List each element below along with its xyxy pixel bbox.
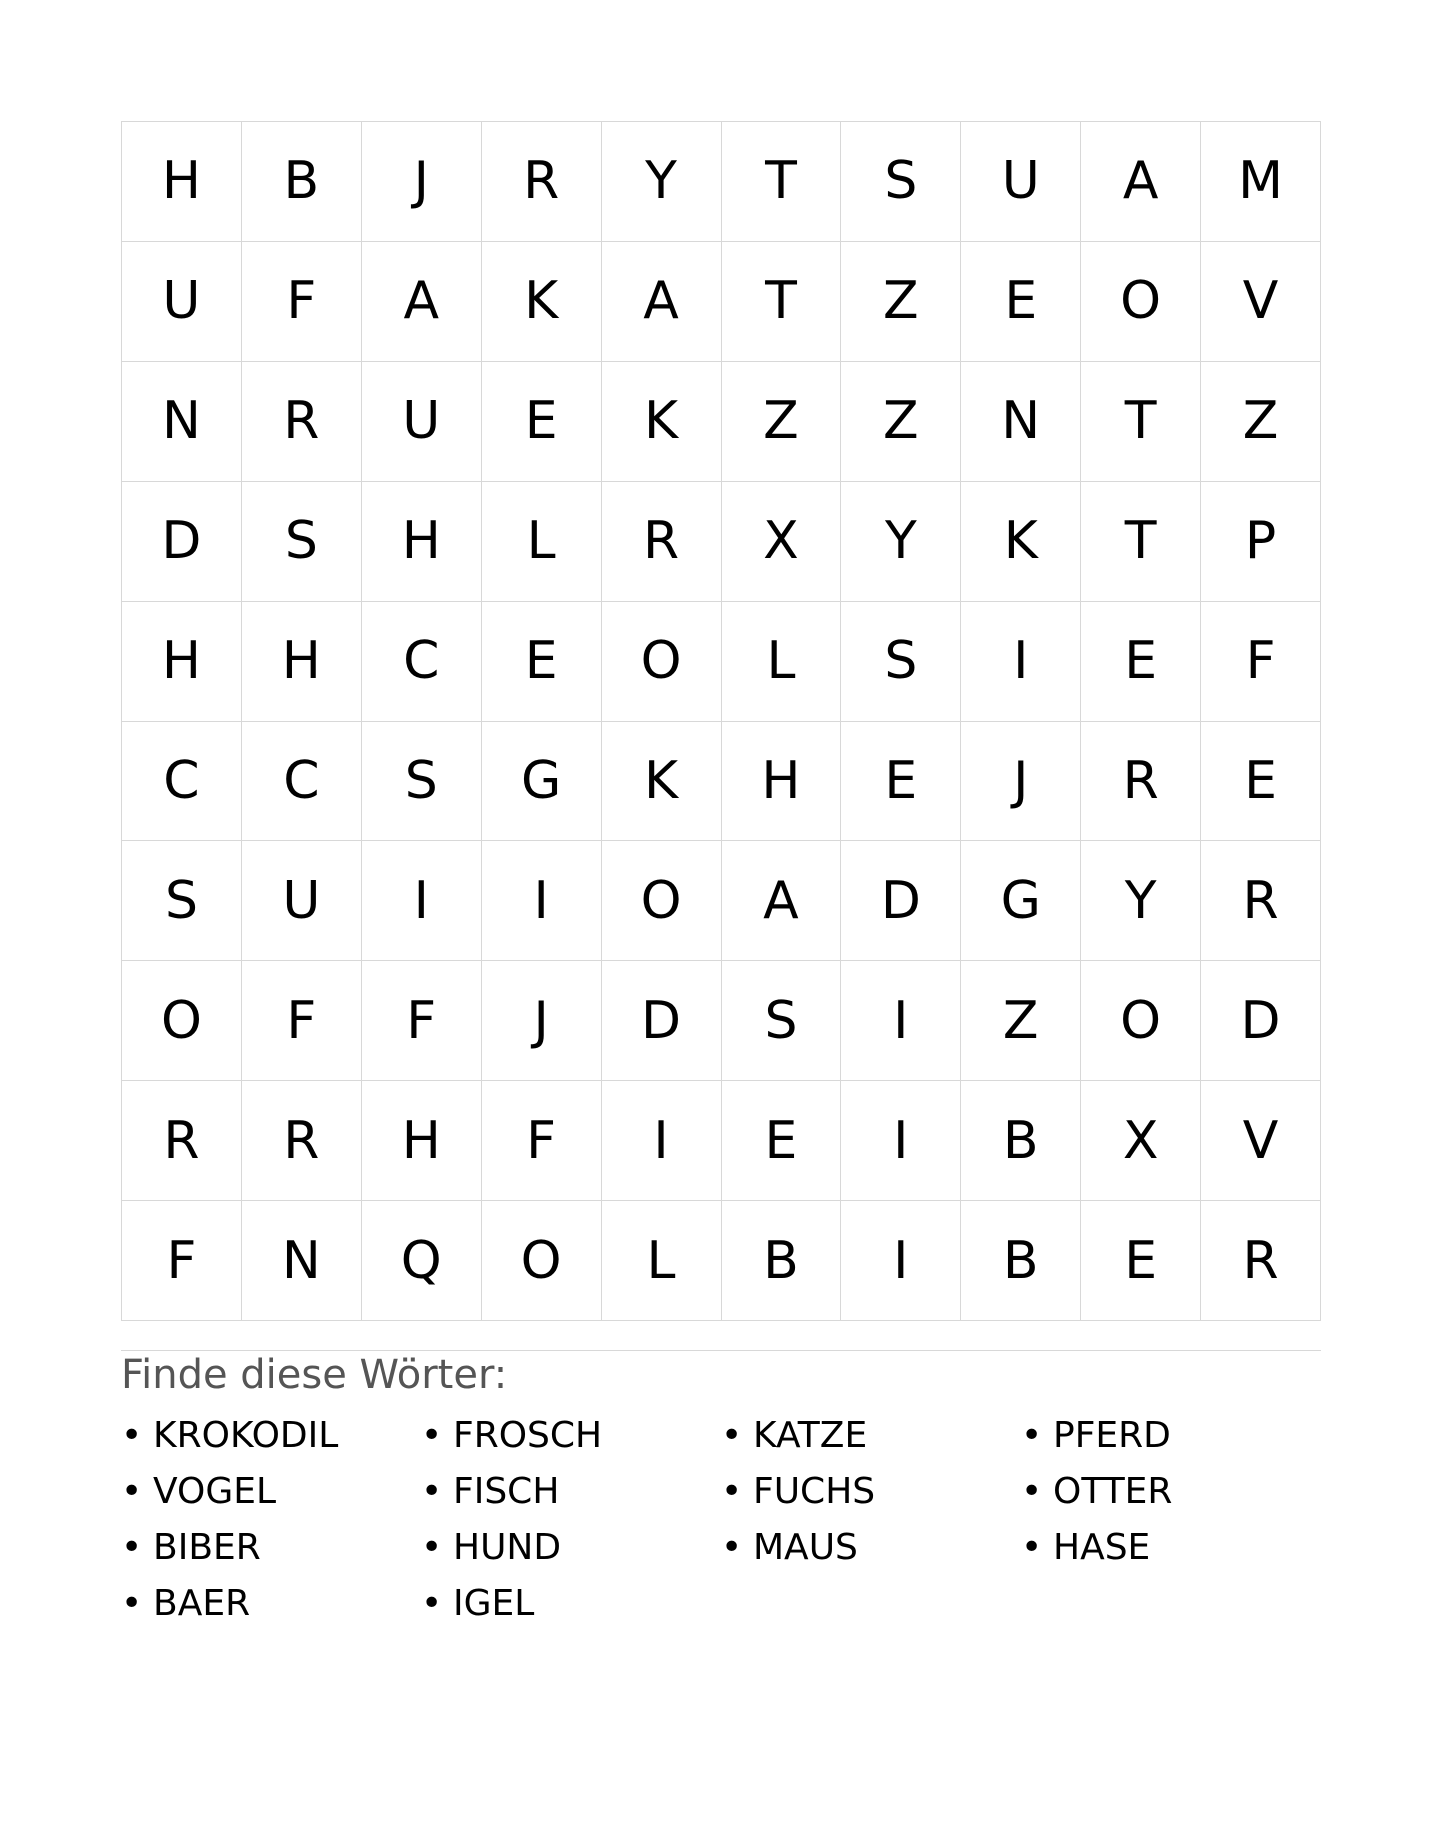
grid-cell[interactable]: S	[362, 722, 482, 842]
grid-cell[interactable]: S	[122, 841, 242, 961]
grid-cell[interactable]: G	[482, 722, 602, 842]
word-list-item	[1021, 1412, 1321, 1468]
word-list-item	[1021, 1524, 1321, 1580]
word-list-item	[121, 1524, 421, 1580]
bullet-icon: •	[1021, 1471, 1043, 1512]
grid-cell[interactable]: A	[362, 242, 482, 362]
grid-cell[interactable]: L	[602, 1201, 722, 1321]
grid-cell[interactable]: G	[961, 841, 1081, 961]
word-text: BIBER	[153, 1527, 261, 1568]
word-list-item	[421, 1412, 721, 1468]
grid-cell[interactable]: R	[1081, 722, 1201, 842]
grid-cell[interactable]: K	[482, 242, 602, 362]
grid-cell[interactable]: Z	[722, 362, 842, 482]
bullet-icon: •	[121, 1527, 143, 1568]
bullet-icon: •	[421, 1471, 443, 1512]
word-text: FISCH	[453, 1471, 560, 1512]
grid-cell[interactable]: F	[1201, 602, 1321, 722]
bullet-icon: •	[721, 1527, 743, 1568]
word-text: KATZE	[753, 1415, 868, 1456]
grid-cell[interactable]: K	[602, 362, 722, 482]
grid-cell[interactable]: R	[482, 122, 602, 242]
grid-cell[interactable]: B	[961, 1081, 1081, 1201]
word-list-item	[721, 1468, 1021, 1524]
grid-cell[interactable]: Z	[841, 242, 961, 362]
grid-cell[interactable]: O	[602, 841, 722, 961]
bullet-icon: •	[121, 1415, 143, 1456]
grid-cell[interactable]: T	[1081, 482, 1201, 602]
word-text: OTTER	[1053, 1471, 1173, 1512]
word-text: KROKODIL	[153, 1415, 339, 1456]
grid-cell[interactable]: R	[242, 362, 362, 482]
grid-cell[interactable]: E	[482, 362, 602, 482]
word-list-item	[421, 1524, 721, 1580]
letter-grid	[121, 121, 1321, 1321]
grid-cell[interactable]: J	[362, 122, 482, 242]
grid-cell[interactable]: E	[1081, 1201, 1201, 1321]
word-text: MAUS	[753, 1527, 858, 1568]
grid-cell[interactable]: F	[482, 1081, 602, 1201]
grid-cell[interactable]: I	[841, 1201, 961, 1321]
grid-cell[interactable]: Q	[362, 1201, 482, 1321]
grid-cell[interactable]: V	[1201, 242, 1321, 362]
grid-cell[interactable]: F	[242, 242, 362, 362]
grid-cell[interactable]: H	[242, 602, 362, 722]
bullet-icon: •	[421, 1527, 443, 1568]
grid-cell[interactable]: H	[362, 482, 482, 602]
grid-cell[interactable]: T	[1081, 362, 1201, 482]
word-text: FUCHS	[753, 1471, 876, 1512]
grid-cell[interactable]: H	[362, 1081, 482, 1201]
grid-cell[interactable]: B	[961, 1201, 1081, 1321]
grid-cell[interactable]: N	[122, 362, 242, 482]
divider	[121, 1350, 1321, 1351]
grid-cell[interactable]: I	[362, 841, 482, 961]
grid-cell[interactable]: Z	[841, 362, 961, 482]
grid-cell[interactable]: K	[602, 722, 722, 842]
grid-cell[interactable]: N	[961, 362, 1081, 482]
grid-cell[interactable]: O	[1081, 242, 1201, 362]
word-text: BAER	[153, 1583, 251, 1624]
grid-cell[interactable]: A	[602, 242, 722, 362]
grid-cell[interactable]: Y	[841, 482, 961, 602]
grid-cell[interactable]: C	[242, 722, 362, 842]
grid-cell[interactable]: S	[722, 961, 842, 1081]
grid-cell[interactable]: U	[362, 362, 482, 482]
grid-cell[interactable]: I	[482, 841, 602, 961]
bullet-icon: •	[421, 1583, 443, 1624]
grid-cell[interactable]: E	[1201, 722, 1321, 842]
grid-cell[interactable]: E	[722, 1081, 842, 1201]
grid-cell[interactable]: X	[722, 482, 842, 602]
grid-cell[interactable]: D	[841, 841, 961, 961]
grid-cell[interactable]: O	[602, 602, 722, 722]
grid-cell[interactable]: H	[122, 602, 242, 722]
grid-cell[interactable]: T	[722, 242, 842, 362]
word-list-item	[721, 1412, 1021, 1468]
grid-cell[interactable]: D	[122, 482, 242, 602]
grid-cell[interactable]: B	[722, 1201, 842, 1321]
grid-cell[interactable]: E	[841, 722, 961, 842]
grid-cell[interactable]: L	[722, 602, 842, 722]
grid-cell[interactable]: F	[362, 961, 482, 1081]
grid-cell[interactable]: T	[722, 122, 842, 242]
bullet-icon: •	[1021, 1527, 1043, 1568]
grid-cell[interactable]: R	[1201, 841, 1321, 961]
grid-cell[interactable]: D	[1201, 961, 1321, 1081]
grid-cell[interactable]: N	[242, 1201, 362, 1321]
grid-cell[interactable]: C	[122, 722, 242, 842]
grid-cell[interactable]: A	[1081, 122, 1201, 242]
bullet-icon: •	[121, 1471, 143, 1512]
grid-cell[interactable]: O	[1081, 961, 1201, 1081]
word-list	[121, 1412, 1321, 1636]
word-list-item	[1021, 1468, 1321, 1524]
word-list-item	[121, 1468, 421, 1524]
grid-cell[interactable]: Y	[602, 122, 722, 242]
grid-cell[interactable]: I	[602, 1081, 722, 1201]
grid-cell[interactable]: L	[482, 482, 602, 602]
grid-cell[interactable]: V	[1201, 1081, 1321, 1201]
grid-cell[interactable]: R	[1201, 1201, 1321, 1321]
grid-cell[interactable]: U	[122, 242, 242, 362]
grid-cell[interactable]: O	[122, 961, 242, 1081]
grid-cell[interactable]: S	[242, 482, 362, 602]
word-list-item	[421, 1580, 721, 1636]
word-list-item	[721, 1524, 1021, 1580]
word-list-item	[121, 1580, 421, 1636]
grid-cell[interactable]: I	[841, 961, 961, 1081]
grid-cell[interactable]: R	[242, 1081, 362, 1201]
bullet-icon: •	[721, 1415, 743, 1456]
grid-cell[interactable]: B	[242, 122, 362, 242]
grid-cell[interactable]: Z	[1201, 362, 1321, 482]
grid-cell[interactable]: M	[1201, 122, 1321, 242]
word-list-heading: Finde diese Wörter:	[121, 1352, 508, 1398]
grid-cell[interactable]: S	[841, 122, 961, 242]
word-text: HASE	[1053, 1527, 1151, 1568]
grid-cell[interactable]: C	[362, 602, 482, 722]
bullet-icon: •	[121, 1583, 143, 1624]
grid-cell[interactable]: I	[961, 602, 1081, 722]
word-list-item	[121, 1412, 421, 1468]
grid-cell[interactable]: D	[602, 961, 722, 1081]
grid-cell[interactable]: R	[602, 482, 722, 602]
grid-cell[interactable]: I	[841, 1081, 961, 1201]
word-list-item	[421, 1468, 721, 1524]
grid-cell[interactable]: Y	[1081, 841, 1201, 961]
grid-cell[interactable]: S	[841, 602, 961, 722]
word-text: HUND	[453, 1527, 562, 1568]
grid-cell[interactable]: Z	[961, 961, 1081, 1081]
grid-cell[interactable]: F	[242, 961, 362, 1081]
grid-cell[interactable]: R	[122, 1081, 242, 1201]
word-text: PFERD	[1053, 1415, 1171, 1456]
grid-cell[interactable]: F	[122, 1201, 242, 1321]
word-text: IGEL	[453, 1583, 535, 1624]
grid-cell[interactable]: U	[242, 841, 362, 961]
grid-cell[interactable]: J	[961, 722, 1081, 842]
bullet-icon: •	[1021, 1415, 1043, 1456]
grid-cell[interactable]: E	[961, 242, 1081, 362]
grid-cell[interactable]: A	[722, 841, 842, 961]
grid-cell[interactable]: J	[482, 961, 602, 1081]
grid-cell[interactable]: H	[722, 722, 842, 842]
grid-cell[interactable]: X	[1081, 1081, 1201, 1201]
word-text: VOGEL	[153, 1471, 277, 1512]
grid-cell[interactable]: K	[961, 482, 1081, 602]
grid-cell[interactable]: H	[122, 122, 242, 242]
word-text: FROSCH	[453, 1415, 603, 1456]
bullet-icon: •	[421, 1415, 443, 1456]
bullet-icon: •	[721, 1471, 743, 1512]
grid-cell[interactable]: U	[961, 122, 1081, 242]
grid-cell[interactable]: E	[482, 602, 602, 722]
grid-cell[interactable]: P	[1201, 482, 1321, 602]
grid-cell[interactable]: O	[482, 1201, 602, 1321]
grid-cell[interactable]: E	[1081, 602, 1201, 722]
